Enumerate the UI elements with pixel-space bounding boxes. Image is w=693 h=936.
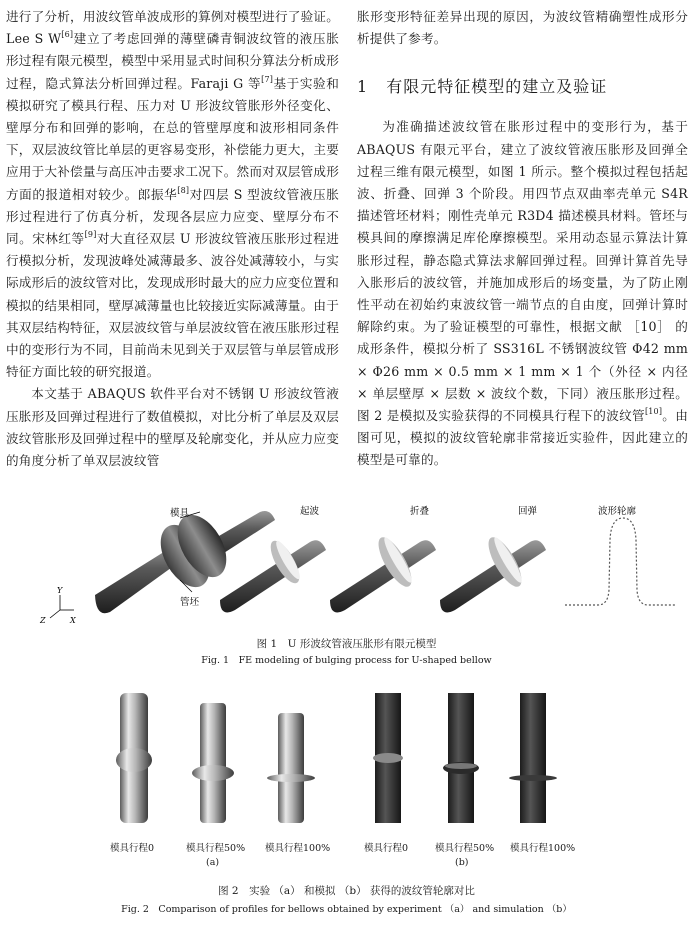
section-title: 有限元特征模型的建立及验证 [386,77,608,97]
wave-profile-outline [565,518,675,605]
axis-y-label: Y [57,586,63,595]
text-run: 。由图可见，模拟的波纹管轮廓非常接近实验件，因此建立的模型是可靠的。 [357,408,688,468]
fig2-sublabel-b: (b) [455,857,469,868]
axis-x-label: X [70,616,76,625]
experiment-tube-stroke-50 [192,703,234,823]
fig2b-label-stroke-50: 模具行程50% [435,843,495,854]
text-run: 对四层 S 型波纹管液压胀形过程进行了仿真分析，发现各层应力应变、壁厚分布不同。宋林红等 [6,186,339,247]
figure-2-caption-cn: 图 2 实验 （a） 和模拟 （b） 获得的波纹管轮廓对比 [218,885,475,897]
citation-ref: [8] [177,185,190,195]
stage-label-2: 折叠 [410,506,430,517]
fig2b-label-stroke-0: 模具行程0 [364,843,409,854]
stage-label-1: 起波 [300,506,320,517]
right-column [357,6,688,472]
citation-ref: [10] [644,407,663,417]
fig2a-label-stroke-0: 模具行程0 [110,843,155,854]
label-blank: 管坯 [180,597,200,608]
section-number: 1 [357,77,369,97]
stage-label-3: 回弹 [518,506,538,517]
fig2a-label-stroke-100: 模具行程100% [265,843,331,854]
fig2a-label-stroke-50: 模具行程50% [186,843,246,854]
citation-ref: [7] [261,74,274,84]
right-paragraph-0: 胀形变形特征差异出现的原因，为波纹管精确塑性成形分析提供了参考。 [357,9,688,47]
left-paragraph-1 [6,6,339,383]
section-heading [357,76,688,98]
text-run: 进行了分析，用波纹管单波成形的算例对模型进行了验证。Lee S W [6,9,339,47]
experiment-tube-stroke-0 [116,693,152,823]
figure-1-caption-en: Fig. 1 FE modeling of bulging process for U-shaped bellow [201,655,492,666]
citation-ref: [9] [84,230,97,240]
simulation-tube-stroke-0 [373,693,403,823]
fig2-sublabel-a: (a) [206,857,220,868]
figure-1-caption-cn: 图 1 U 形波纹管液压胀形有限元模型 [256,638,437,650]
fe-model-folding [330,533,436,613]
figure-2-caption-en: Fig. 2 Comparison of profiles for bellows obtained by experiment （a） and simulation （b） [121,904,572,915]
label-mold: 模具 [170,508,190,519]
text-run: 基于实验和模拟研究了模具行程、压力对 U 形波纹管胀形外径变化、壁厚分布和回弹的影响，在总的管壁厚度和波形相同条件下，双层波纹管比单层的更容易变形，补偿能力更大，主要应用于大补偿量与高压冲击要求工况下。然而对双层管成形方面的报道相对较少。郎振华 [6,75,339,202]
stage-label-4: 波形轮廓 [598,506,637,517]
right-paragraph-1 [357,116,688,471]
simulation-tube-stroke-50 [443,693,479,823]
axis-z-label: Z [40,616,46,625]
fe-model-initial-bulge [220,537,326,613]
left-column [6,6,339,472]
fe-model-springback [440,533,546,613]
text-run: 为准确描述波纹管在胀形过程中的变形行为，基于 ABAQUS 有限元平台，建立了波纹管液压胀形及回弹全过程三维有限元模型，如图 1 所示。整个模拟过程包括起波、折叠、回弹 3 个阶段。用四节点双曲率壳单元 S4R 描述管坯材料；刚性壳单元 R3D4 描述模具材料。管坯与模具间的摩擦满足库伦摩擦模型。采用动态显示算法计算胀形过程，静态隐式算法求解回弹过程。回弹计算首先导入胀形后的波纹管，并施加成形后的场变量，为了防止刚性平动在初始约束波纹管一端节点的自由度，回弹计算时解除约束。为了验证模型的可靠性，根据文献 ［10］ 的成形条件，模拟分析了 SS316L 不锈钢波纹管 Φ42 mm × Φ26 mm × 0.5 mm × 1 mm × 1 个（外径 × 内径 × 单层壁厚 × 层数 × 波纹个数，下同）液压胀形过程。图 2 是模拟及实验获得的不同模具行程下的波纹管 [357,119,688,424]
text-run: 对大直径双层 U 形波纹管液压胀形过程进行模拟分析，发现波峰处减薄最多、波谷处减薄较小，与实际成形后的波纹管对比，发现成形时最大的应力应变位置和模拟的结果相同，壁厚减薄量也比较接近实际减薄量。由于其双层结构特征，双层波纹管与单层波纹管在液压胀形过程中的变形行为不同，目前尚未见到关于双层管与单层管成形特征方面比较的研究报道。 [6,231,340,380]
text-run: 建立了考虑回弹的薄壁磷青铜波纹管的液压胀形过程有限元模型，模型中采用显式时间积分算法分析成形过程，隐式算法分析回弹过程。Faraji G 等 [6,31,340,91]
experiment-tube-stroke-100 [267,713,315,823]
left-paragraph-2: 本文基于 ABAQUS 软件平台对不锈钢 U 形波纹管液压胀形及回弹过程进行了数值模拟，对比分析了单层及双层波纹管胀形及回弹过程中的壁厚及轮廓变化，并从应力应变的角度分析了单双层波纹管 [6,386,339,469]
fig2b-label-stroke-100: 模具行程100% [510,843,576,854]
coordinate-axes [50,595,74,618]
simulation-tube-stroke-100 [509,693,557,823]
figure-1-fe-model [20,500,680,630]
citation-ref: [6] [61,30,74,40]
